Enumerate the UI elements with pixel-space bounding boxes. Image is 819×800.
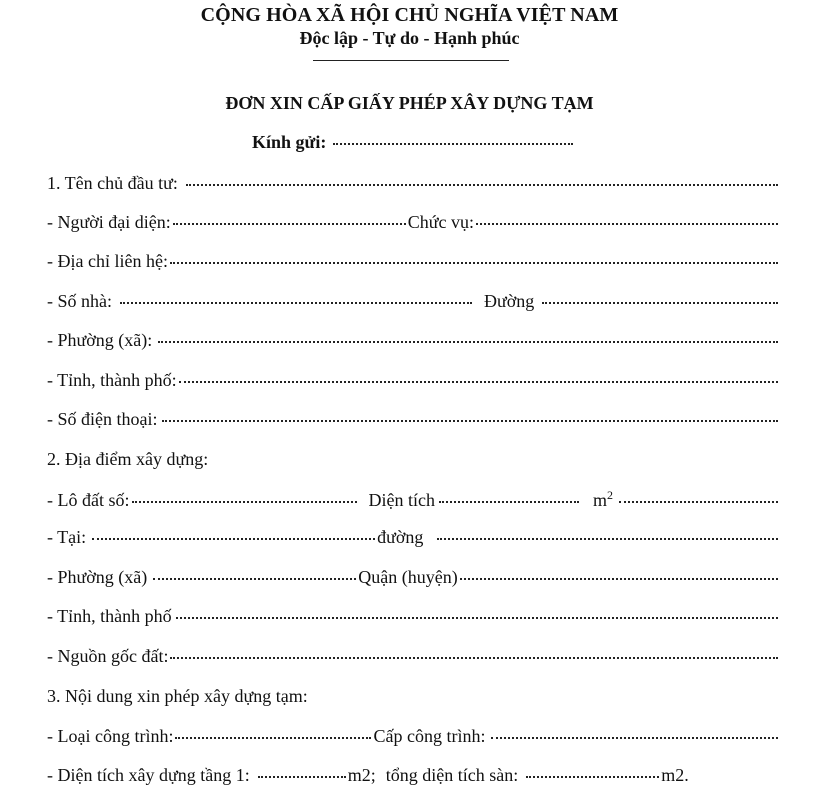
lot-field[interactable] xyxy=(132,500,357,503)
header-divider xyxy=(313,60,509,61)
motto: Độc lập - Tự do - Hạnh phúc xyxy=(299,28,520,48)
land-origin-field[interactable] xyxy=(170,656,778,659)
contact-address-field[interactable] xyxy=(170,261,778,264)
ward-row xyxy=(47,330,780,356)
contact-address-row xyxy=(47,251,780,277)
construction-type-label: - Loại công trình: xyxy=(47,726,174,746)
area-unit xyxy=(593,488,613,511)
floor1-area-field[interactable] xyxy=(258,775,346,778)
recipient-label: Kính gửi: xyxy=(252,132,327,152)
house-number-label: - Số nhà: xyxy=(47,291,112,311)
area-unit-sup: 2 xyxy=(607,488,613,502)
area-extra-field[interactable] xyxy=(619,500,778,503)
district-row xyxy=(47,567,780,593)
permit-content-heading: 3. Nội dung xin phép xây dựng tạm: xyxy=(47,686,308,706)
total-floor-area-unit: m2. xyxy=(661,765,689,785)
house-number-row xyxy=(47,291,780,317)
area-field[interactable] xyxy=(439,500,579,503)
province-field[interactable] xyxy=(179,380,778,383)
representative-field[interactable] xyxy=(173,222,406,225)
location-ward-field[interactable] xyxy=(153,577,356,580)
total-floor-area-label: tổng diện tích sàn: xyxy=(385,765,519,785)
floor1-area-label: - Diện tích xây dựng tầng 1: xyxy=(47,765,250,785)
position-field[interactable] xyxy=(476,222,778,225)
province-label: - Tỉnh, thành phố: xyxy=(47,370,177,390)
area-unit-text: m xyxy=(592,490,607,510)
phone-label: - Số điện thoại: xyxy=(47,409,158,429)
floor1-area-unit: m2; xyxy=(347,765,376,785)
representative-label: - Người đại diện: xyxy=(47,212,171,232)
lot-label: - Lô đất số: xyxy=(47,490,130,510)
construction-type-field[interactable] xyxy=(175,736,371,739)
total-floor-area-field[interactable] xyxy=(526,775,659,778)
location-province-field[interactable] xyxy=(176,616,778,619)
floor-area-row xyxy=(47,765,780,791)
area-label: Diện tích xyxy=(368,490,435,510)
permit-content-heading-row xyxy=(47,686,780,712)
house-number-field[interactable] xyxy=(120,301,472,304)
province-row xyxy=(47,370,780,396)
phone-field[interactable] xyxy=(162,419,779,422)
at-label: - Tại: xyxy=(47,527,87,547)
location-ward-label: - Phường (xã) xyxy=(47,567,148,587)
investor-name-field[interactable] xyxy=(186,183,778,186)
at-field[interactable] xyxy=(92,537,375,540)
investor-name-label: 1. Tên chủ đầu tư: xyxy=(47,173,178,193)
construction-location-heading: 2. Địa điểm xây dựng: xyxy=(47,449,209,469)
location-street-label: đường xyxy=(377,527,424,547)
recipient-line xyxy=(252,132,575,153)
construction-grade-label: Cấp công trình: xyxy=(373,726,486,746)
construction-grade-field[interactable] xyxy=(491,736,778,739)
phone-row xyxy=(47,409,780,435)
street-field[interactable] xyxy=(542,301,778,304)
district-field[interactable] xyxy=(460,577,778,580)
contact-address-label: - Địa chỉ liên hệ: xyxy=(47,251,168,271)
investor-name-row xyxy=(47,173,780,199)
at-row xyxy=(47,527,780,553)
position-label: Chức vụ: xyxy=(407,212,475,232)
street-label: Đường xyxy=(484,291,535,311)
representative-row xyxy=(47,212,780,238)
nation-header: CỘNG HÒA XÃ HỘI CHỦ NGHĨA VIỆT NAM xyxy=(200,4,619,26)
district-label: Quận (huyện) xyxy=(358,567,458,587)
construction-location-heading-row xyxy=(47,449,780,475)
land-origin-row xyxy=(47,646,780,672)
ward-field[interactable] xyxy=(158,340,778,343)
construction-type-row xyxy=(47,726,780,752)
lot-row xyxy=(47,488,780,514)
land-origin-label: - Nguồn gốc đất: xyxy=(47,646,169,666)
recipient-field[interactable] xyxy=(333,142,573,145)
location-province-row xyxy=(47,606,780,632)
location-street-field[interactable] xyxy=(437,537,778,540)
form-title: ĐƠN XIN CẤP GIẤY PHÉP XÂY DỰNG TẠM xyxy=(225,93,594,113)
location-province-label: - Tỉnh, thành phố xyxy=(47,606,172,626)
ward-label: - Phường (xã): xyxy=(47,330,153,350)
